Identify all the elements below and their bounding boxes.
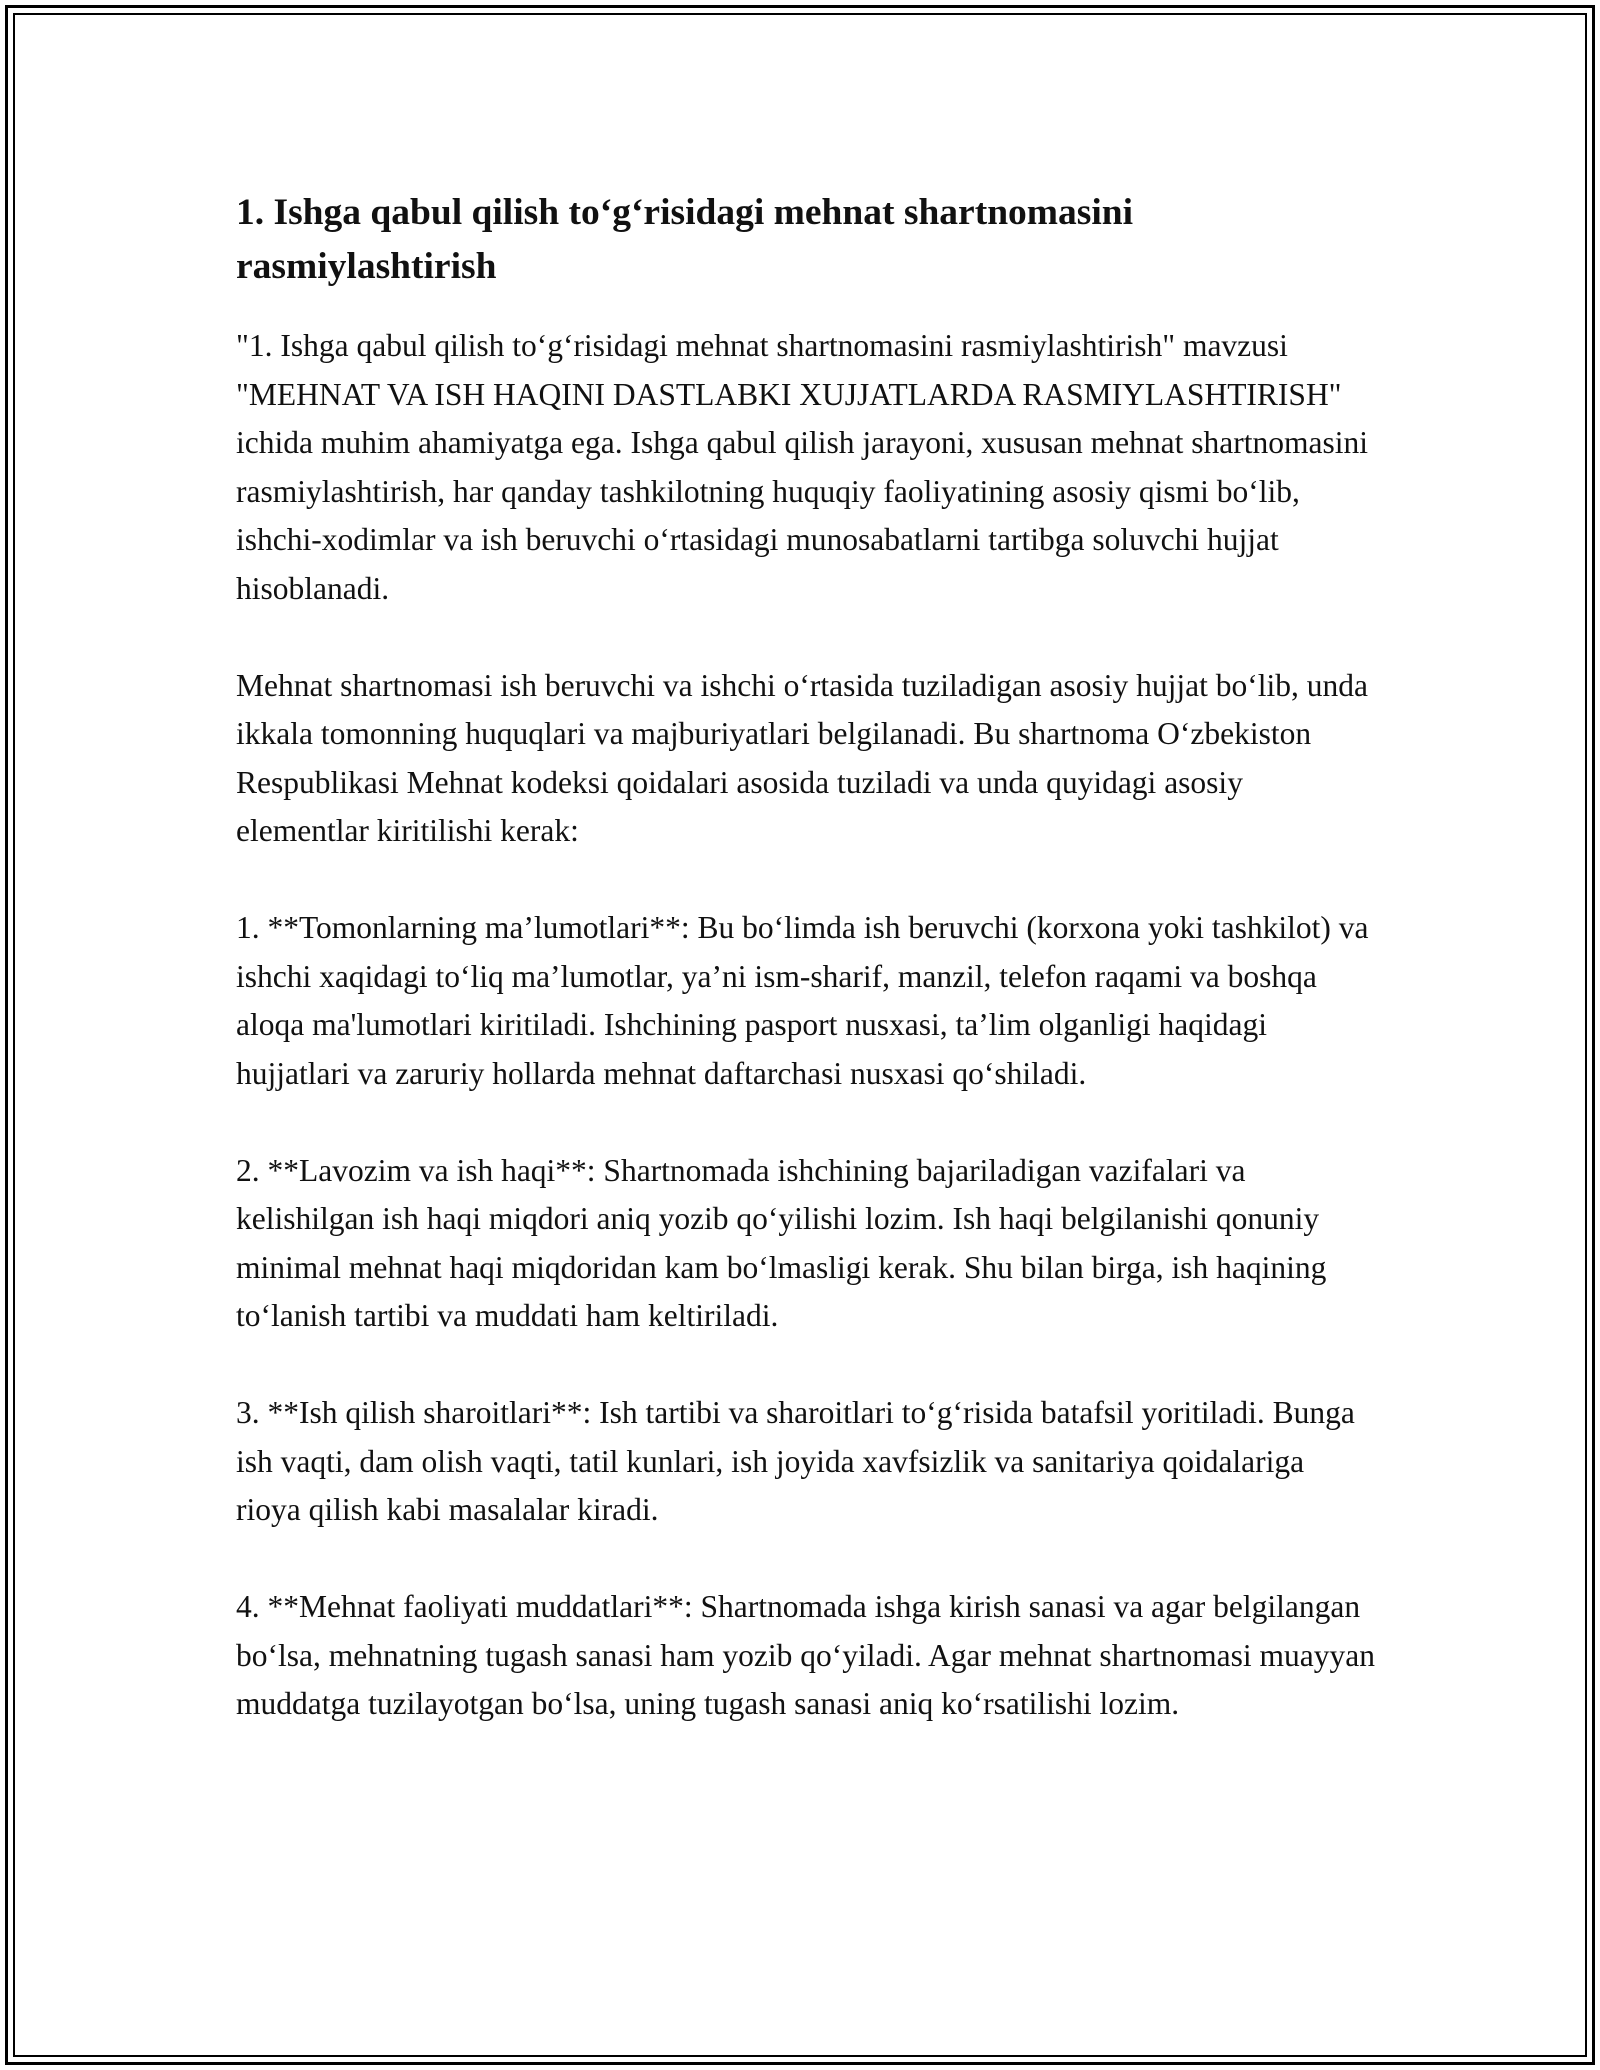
list-item-work-conditions: 3. **Ish qilish sharoitlari**: Ish tartibi va sharoitlari to‘g‘risida batafsil yoritiladi. Bunga ish vaqti, dam olish vaqti, tatil kunlari, ish joyida xavfsizlik va sanitariya qoidalariga rioya qilish kabi masalalar kiradi. [236, 1395, 1355, 1527]
list-item-position-salary: 2. **Lavozim va ish haqi**: Shartnomada ishchining bajariladigan vazifalari va kelishilgan ish haqi miqdori aniq yozib qo‘yilishi lozim. Ish haqi belgilanishi qonuniy minimal mehnat haqi miqdoridan kam bo‘lmasligi kerak. Shu bilan birga, ish haqining to‘lanish tartibi va muddati ham keltiriladi. [236, 1152, 1327, 1333]
paragraph-contract-definition: Mehnat shartnomasi ish beruvchi va ishchi o‘rtasida tuziladigan asosiy hujjat bo‘lib, unda ikkala tomonning huquqlari va majburiyatlari belgilanadi. Bu shartnoma O‘zbekiston Respublikasi Mehnat kodeksi qoidalari asosida tuziladi va unda quyidagi asosiy elementlar kiritilishi kerak: [236, 667, 1369, 848]
list-item-employment-terms: 4. **Mehnat faoliyati muddatlari**: Shartnomada ishga kirish sanasi va agar belgilangan bo‘lsa, mehnatning tugash sanasi ham yozib qo‘yiladi. Agar mehnat shartnomasi muayyan muddatga tuzilayotgan bo‘lsa, uning tugash sanasi aniq ko‘rsatilishi lozim. [236, 1589, 1375, 1721]
list-item-parties-info: 1. **Tomonlarning ma’lumotlari**: Bu bo‘limda ish beruvchi (korxona yoki tashkilot) va ishchi xaqidagi to‘liq ma’lumotlar, ya’ni ism-sharif, manzil, telefon raqami va boshqa aloqa ma'lumotlari kiritiladi. Ishchining pasport nusxasi, ta’lim olganligi haqidagi hujjatlari va zaruriy hollarda mehnat daftarchasi nusxasi qo‘shiladi. [236, 910, 1369, 1091]
document-page [236, 186, 1376, 1777]
document-title: 1. Ishga qabul qilish to‘g‘risidagi mehnat shartnomasini rasmiylashtirish [236, 192, 1134, 287]
paragraph-intro: "1. Ishga qabul qilish to‘g‘risidagi mehnat shartnomasini rasmiylashtirish" mavzusi "MEHNAT VA ISH HAQINI DASTLABKI XUJJATLARDA RASMIYLASHTIRISH" ichida muhim ahamiyatga ega. Ishga qabul qilish jarayoni, xususan mehnat shartnomasini rasmiylashtirish, har qanday tashkilotning huquqiy faoliyatining asosiy qismi bo‘lib, ishchi-xodimlar va ish beruvchi o‘rtasidagi munosabatlarni tartibga soluvchi hujjat hisoblanadi. [236, 328, 1368, 606]
